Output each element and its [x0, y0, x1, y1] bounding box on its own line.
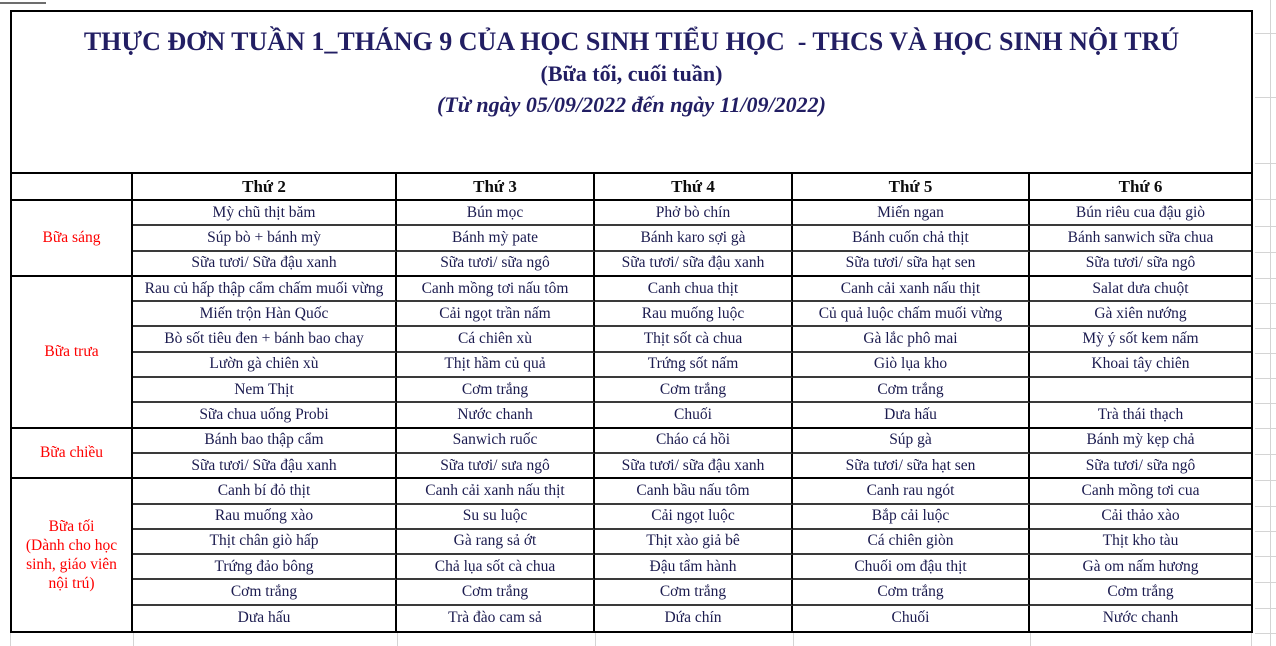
- menu-cell: Canh cải xanh nấu thịt: [397, 479, 595, 504]
- gridline-horizontal: [1255, 454, 1276, 455]
- menu-cell: Thịt kho tàu: [1030, 530, 1251, 555]
- menu-cell: Cơm trắng: [397, 378, 595, 403]
- menu-cell: Bánh sanwich sữa chua: [1030, 226, 1251, 251]
- gridline-vertical: [1251, 633, 1252, 646]
- top-edge-line: [0, 2, 46, 4]
- menu-title: THỰC ĐƠN TUẦN 1_THÁNG 9 CỦA HỌC SINH TIỂU HỌC - THCS VÀ HỌC SINH NỘI TRÚ: [83, 27, 1180, 56]
- menu-cell: Cơm trắng: [595, 580, 793, 605]
- menu-cell: Dứa chín: [595, 606, 793, 631]
- menu-cell: Dưa hấu: [133, 606, 397, 631]
- menu-table: [12, 172, 1251, 631]
- menu-cell: Cơm trắng: [793, 580, 1030, 605]
- menu-cell: Thịt hầm củ quả: [397, 353, 595, 378]
- gridline-vertical: [595, 633, 596, 646]
- menu-date-range: (Từ ngày 05/09/2022 đến ngày 11/09/2022): [436, 92, 826, 117]
- menu-cell: Cá chiên xù: [397, 327, 595, 352]
- menu-cell: Phở bò chín: [595, 201, 793, 226]
- menu-cell: Trà đào cam sả: [397, 606, 595, 631]
- menu-cell: Nước chanh: [1102, 609, 1179, 627]
- menu-cell: Canh rau ngót: [793, 479, 1030, 504]
- menu-cell: Sữa tươi/ sữa đậu xanh: [595, 252, 793, 277]
- menu-cell: Salat dưa chuột: [1030, 277, 1251, 302]
- gridline-vertical: [10, 633, 11, 646]
- menu-cell: Nước chanh: [397, 403, 595, 428]
- menu-cell: Sữa tươi/ sữa hạt sen: [793, 252, 1030, 277]
- meal-section-label-line: sinh, giáo viên: [26, 556, 117, 574]
- menu-cell: Trà thái thạch: [1030, 403, 1251, 428]
- menu-cell: Cải ngọt luộc: [595, 505, 793, 530]
- menu-cell: Canh cải xanh nấu thịt: [793, 277, 1030, 302]
- menu-cell: Bắp cải luộc: [793, 505, 1030, 530]
- menu-cell: Thịt chân giò hấp: [133, 530, 397, 555]
- gridline-vertical: [793, 633, 794, 646]
- gridline-horizontal: [1255, 97, 1276, 98]
- menu-cell: Chuối: [595, 403, 793, 428]
- menu-cell: Chả lụa sốt cà chua: [397, 555, 595, 580]
- menu-cell: Cháo cá hồi: [595, 429, 793, 454]
- menu-cell: Sanwich ruốc: [397, 429, 595, 454]
- gridline-horizontal: [1255, 506, 1276, 507]
- menu-cell: Mỳ chũ thịt băm: [133, 201, 397, 226]
- gridline-vertical: [1270, 0, 1271, 646]
- menu-cell: Gà lắc phô mai: [793, 327, 1030, 352]
- meal-section-label-line: Bữa tối: [48, 518, 95, 536]
- menu-cell: Sữa chua uống Probi: [133, 403, 397, 428]
- gridline-horizontal: [1255, 608, 1276, 609]
- meal-section-label: [12, 201, 133, 277]
- menu-cell: Nem Thịt: [133, 378, 397, 403]
- menu-cell: Trứng sốt nấm: [595, 353, 793, 378]
- gridline-horizontal: [1255, 226, 1276, 227]
- table-corner-cell: [12, 174, 133, 201]
- gridline-horizontal: [1255, 199, 1276, 200]
- menu-cell: Canh bí đỏ thịt: [133, 479, 397, 504]
- menu-cell: Sữa tươi/ sữa ngô: [1030, 252, 1251, 277]
- gridline-horizontal: [1255, 633, 1276, 634]
- title-block: [12, 12, 1251, 172]
- menu-cell: Cải ngọt trần nấm: [397, 302, 595, 327]
- menu-cell: Miến trộn Hàn Quốc: [133, 302, 397, 327]
- menu-cell: Gà xiên nướng: [1030, 302, 1251, 327]
- meal-section-label: [12, 277, 133, 429]
- gridline-horizontal: [1255, 428, 1276, 429]
- menu-cell: Lườn gà chiên xù: [133, 353, 397, 378]
- menu-cell: Khoai tây chiên: [1030, 353, 1251, 378]
- gridline-horizontal: [1255, 163, 1276, 164]
- gridline-horizontal: [1255, 403, 1276, 404]
- menu-cell: Bánh mỳ kẹp chả: [1030, 429, 1251, 454]
- gridline-horizontal: [1255, 480, 1276, 481]
- day-header: Thứ 3: [397, 174, 595, 201]
- menu-cell: Sữa tươi/ sữa hạt sen: [793, 454, 1030, 479]
- menu-cell: Gà rang sả ớt: [397, 530, 595, 555]
- gridline-horizontal: [1255, 556, 1276, 557]
- gridline-horizontal: [1255, 278, 1276, 279]
- gridline-vertical: [397, 633, 398, 646]
- menu-cell: Bánh bao thập cẩm: [133, 429, 397, 454]
- menu-cell: Rau củ hấp thập cẩm chấm muối vừng: [133, 277, 397, 302]
- meal-section-label-line: (Dành cho học: [25, 537, 118, 555]
- day-header: Thứ 2: [133, 174, 397, 201]
- menu-cell: Cơm trắng: [595, 378, 793, 403]
- day-header: Thứ 5: [793, 174, 1030, 201]
- menu-cell: Súp gà: [793, 429, 1030, 454]
- menu-cell: Cơm trắng: [133, 580, 397, 605]
- gridline-horizontal: [1255, 378, 1276, 379]
- menu-cell: Sữa tươi/ sữa đậu xanh: [595, 454, 793, 479]
- menu-cell: [1030, 378, 1251, 403]
- menu-cell: Su su luộc: [397, 505, 595, 530]
- menu-cell: Cải thảo xào: [1030, 505, 1251, 530]
- menu-cell: Bánh karo sợi gà: [595, 226, 793, 251]
- menu-cell: Gà om nấm hương: [1030, 555, 1251, 580]
- menu-cell: Canh chua thịt: [595, 277, 793, 302]
- gridline-horizontal: [1255, 303, 1276, 304]
- gridline-horizontal: [1255, 353, 1276, 354]
- menu-cell: Súp bò + bánh mỳ: [133, 226, 397, 251]
- menu-cell: Thịt sốt cà chua: [595, 327, 793, 352]
- menu-cell: Sữa tươi/ sưa ngô: [397, 454, 595, 479]
- menu-document: [10, 10, 1253, 633]
- meal-section-label-line: Bữa sáng: [42, 229, 101, 247]
- gridline-vertical: [1030, 633, 1031, 646]
- menu-cell: Chuối: [793, 606, 1030, 631]
- gridline-horizontal: [1255, 531, 1276, 532]
- menu-cell: Bánh cuốn chả thịt: [793, 226, 1030, 251]
- menu-cell: Dưa hấu: [793, 403, 1030, 428]
- meal-section-label-line: Bữa trưa: [44, 343, 99, 361]
- menu-subtitle: (Bữa tối, cuối tuần): [540, 61, 723, 86]
- menu-cell: Miến ngan: [793, 201, 1030, 226]
- menu-cell: Bún mọc: [397, 201, 595, 226]
- menu-cell: Sữa tươi/ sữa ngô: [397, 252, 595, 277]
- menu-cell: Trứng đảo bông: [133, 555, 397, 580]
- day-header: Thứ 6: [1030, 174, 1251, 201]
- menu-cell: Sữa tươi/ sữa ngô: [1030, 454, 1251, 479]
- menu-cell: Cơm trắng: [793, 378, 1030, 403]
- day-header: Thứ 4: [595, 174, 793, 201]
- gridline-horizontal: [1255, 33, 1276, 34]
- menu-cell: Củ quả luộc chấm muối vừng: [793, 302, 1030, 327]
- gridline-horizontal: [1255, 252, 1276, 253]
- menu-cell: Đậu tẩm hành: [595, 555, 793, 580]
- menu-cell: Canh bầu nấu tôm: [595, 479, 793, 504]
- menu-cell: Mỳ ý sốt kem nấm: [1030, 327, 1251, 352]
- gridline-horizontal: [1255, 582, 1276, 583]
- meal-section-label: [12, 479, 133, 631]
- meal-section-label-line: Bữa chiều: [39, 444, 104, 462]
- menu-cell: Rau muống luộc: [595, 302, 793, 327]
- menu-cell: Bánh mỳ pate: [397, 226, 595, 251]
- menu-cell: Chuối om đậu thịt: [793, 555, 1030, 580]
- menu-cell: Giò lụa kho: [793, 353, 1030, 378]
- menu-cell: Sữa tươi/ Sữa đậu xanh: [133, 454, 397, 479]
- menu-cell: Canh mồng tơi nấu tôm: [397, 277, 595, 302]
- menu-cell: Bún riêu cua đậu giò: [1030, 201, 1251, 226]
- menu-cell: Rau muống xào: [133, 505, 397, 530]
- menu-cell: Canh mồng tơi cua: [1030, 479, 1251, 504]
- gridline-horizontal: [1255, 328, 1276, 329]
- menu-cell: Thịt xào giả bê: [595, 530, 793, 555]
- menu-cell: Cá chiên giòn: [793, 530, 1030, 555]
- menu-cell: Sữa tươi/ Sữa đậu xanh: [133, 252, 397, 277]
- meal-section-label-line: nội trú): [48, 575, 95, 593]
- gridline-vertical: [133, 633, 134, 646]
- menu-cell: Cơm trắng: [1030, 580, 1251, 605]
- menu-cell: Bò sốt tiêu đen + bánh bao chay: [133, 327, 397, 352]
- meal-section-label: [12, 429, 133, 480]
- menu-cell: Cơm trắng: [397, 580, 595, 605]
